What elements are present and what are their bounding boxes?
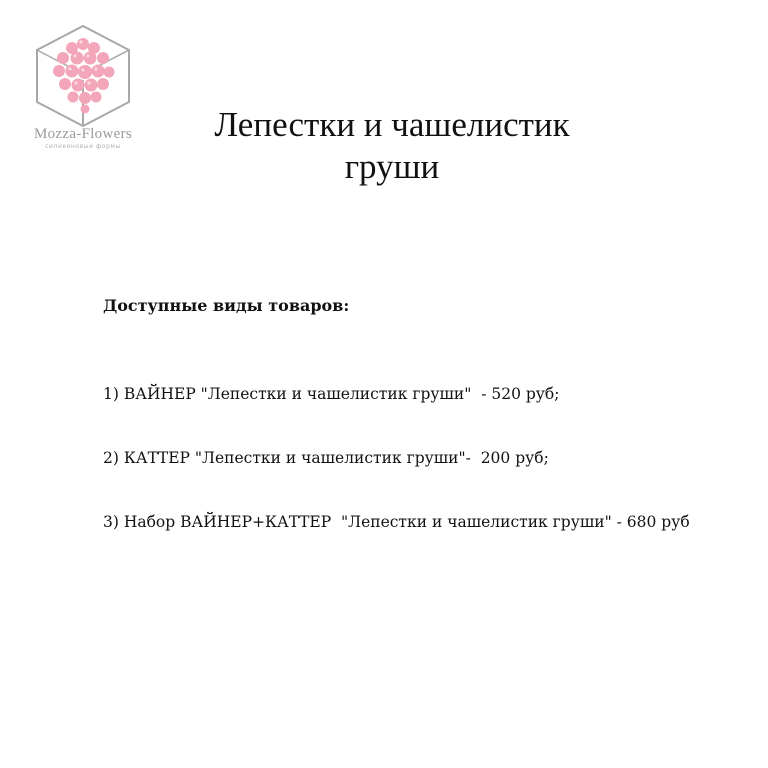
page-title [150, 104, 634, 188]
page-title-line-2: груши [344, 147, 440, 186]
product-list [103, 384, 690, 576]
product-item-3: 3) Набор ВАЙНЕР+КАТТЕР "Лепестки и чашелистик груши" - 680 руб [103, 513, 690, 531]
flower-cube-icon [30, 22, 136, 128]
page-title-line-1: Лепестки и чашелистик [214, 105, 570, 144]
logo-name: Mozza-Flowers [33, 126, 133, 142]
product-types-heading: Доступные виды товаров: [103, 296, 350, 315]
product-item-1: 1) ВАЙНЕР "Лепестки и чашелистик груши" - 520 руб; [103, 385, 560, 403]
brand-logo [30, 22, 136, 152]
logo-tagline: силиконовые формы [45, 143, 121, 150]
product-item-2: 2) КАТТЕР "Лепестки и чашелистик груши"- 200 руб; [103, 449, 549, 467]
